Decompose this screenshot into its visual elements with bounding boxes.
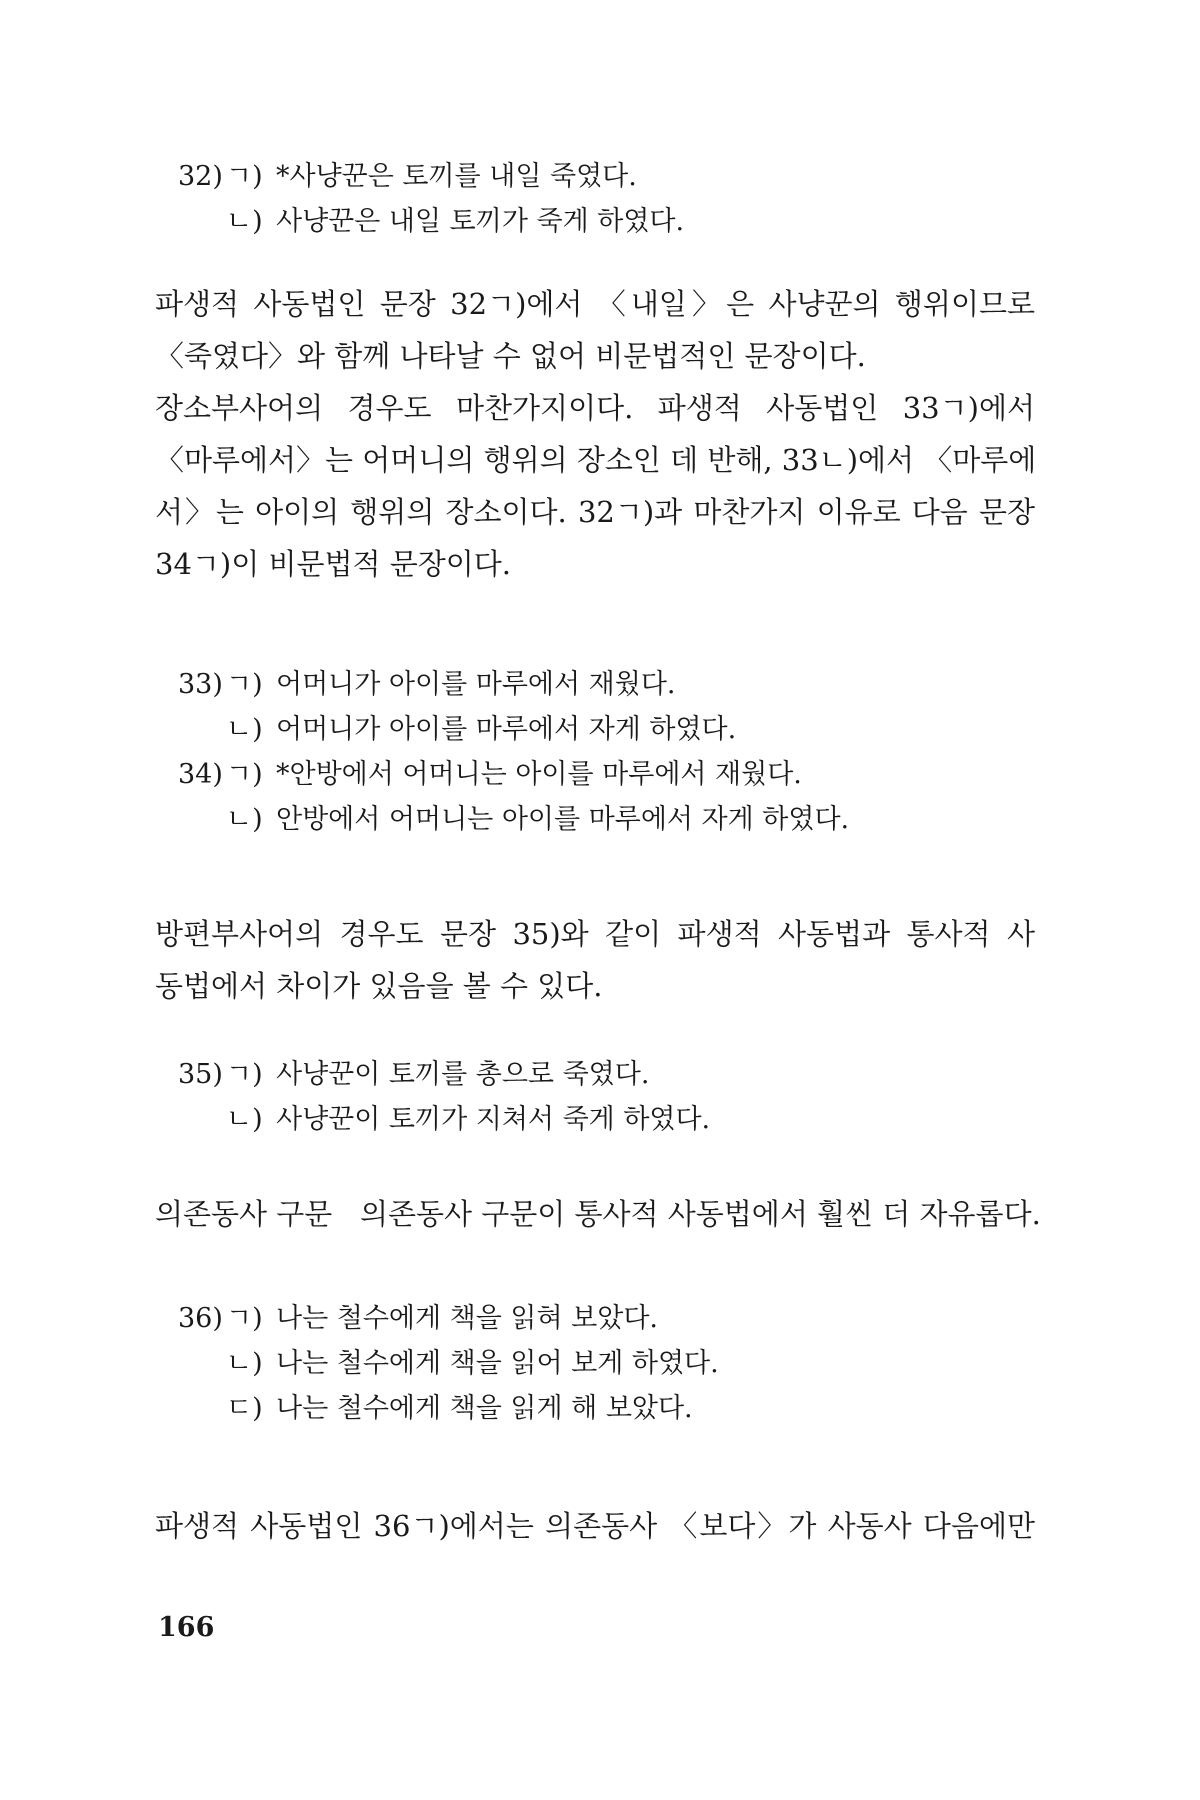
- example-marker: ㄴ): [226, 1348, 263, 1379]
- section-heading: 의존동사 구문: [155, 1197, 333, 1231]
- paragraph-4: [155, 1188, 1041, 1240]
- example-35a: [178, 1058, 649, 1092]
- paragraph-line: [155, 1188, 1041, 1240]
- page-number: 166: [158, 1612, 215, 1643]
- paragraph-1: [155, 278, 1035, 382]
- example-text: *사냥꾼은 토끼를 내일 죽였다.: [276, 161, 637, 192]
- example-number: 32): [178, 161, 223, 192]
- example-text: *안방에서 어머니는 아이를 마루에서 재웠다.: [276, 759, 802, 790]
- example-36a: [178, 1302, 658, 1336]
- example-number: 36): [178, 1303, 223, 1334]
- example-32a: [178, 160, 637, 194]
- example-text: 어머니가 아이를 마루에서 자게 하였다.: [276, 714, 737, 745]
- paragraph-line: 서〉는 아이의 행위의 장소이다. 32ㄱ)과 마찬가지 이유로 다음 문장: [155, 495, 1035, 529]
- example-33b: [226, 713, 736, 747]
- example-35b: [226, 1103, 710, 1137]
- example-text: 사냥꾼이 토끼가 지쳐서 죽게 하였다.: [276, 1104, 711, 1135]
- example-marker: ㄴ): [226, 714, 263, 745]
- example-text: 사냥꾼은 내일 토끼가 죽게 하였다.: [276, 206, 685, 237]
- example-number: 35): [178, 1059, 223, 1090]
- example-33a: [178, 668, 675, 702]
- paragraph-text: 의존동사 구문이 통사적 사동법에서 훨씬 더 자유롭다.: [359, 1197, 1041, 1231]
- example-marker: ㄱ): [226, 161, 263, 192]
- example-text: 사냥꾼이 토끼를 총으로 죽였다.: [276, 1059, 650, 1090]
- paragraph-line: 동법에서 차이가 있음을 볼 수 있다.: [155, 969, 603, 1003]
- example-marker: ㄴ): [226, 804, 263, 835]
- example-text: 안방에서 어머니는 아이를 마루에서 자게 하였다.: [276, 804, 850, 835]
- paragraph-line: 파생적 사동법인 문장 32ㄱ)에서 〈내일〉은 사냥꾼의 행위이므로: [155, 287, 1035, 321]
- paragraph-line: 34ㄱ)이 비문법적 문장이다.: [155, 547, 512, 581]
- paragraph-2: [155, 382, 1035, 590]
- paragraph-line: 파생적 사동법인 36ㄱ)에서는 의존동사 〈보다〉가 사동사 다음에만: [155, 1509, 1035, 1543]
- example-36b: [226, 1347, 719, 1381]
- example-34a: [178, 758, 802, 792]
- example-text: 나는 철수에게 책을 읽혀 보았다.: [276, 1303, 658, 1334]
- example-number: 33): [178, 669, 223, 700]
- example-marker: ㄱ): [226, 1303, 263, 1334]
- example-number: 34): [178, 759, 223, 790]
- paragraph-3: [155, 908, 1035, 1012]
- paragraph-line: 장소부사어의 경우도 마찬가지이다. 파생적 사동법인 33ㄱ)에서: [155, 391, 1035, 425]
- example-36c: [226, 1392, 693, 1426]
- example-text: 나는 철수에게 책을 읽어 보게 하였다.: [276, 1348, 719, 1379]
- example-marker: ㄴ): [226, 206, 263, 237]
- paragraph-line: 방편부사어의 경우도 문장 35)와 같이 파생적 사동법과 통사적 사: [155, 917, 1035, 951]
- paragraph-line: 〈마루에서〉는 어머니의 행위의 장소인 데 반해, 33ㄴ)에서 〈마루에: [155, 443, 1037, 477]
- example-marker: ㄷ): [226, 1393, 263, 1424]
- example-32b: [226, 205, 684, 239]
- example-text: 어머니가 아이를 마루에서 재웠다.: [276, 669, 676, 700]
- paragraph-5: [155, 1500, 1035, 1552]
- example-marker: ㄱ): [226, 1059, 263, 1090]
- example-marker: ㄱ): [226, 759, 263, 790]
- paragraph-line: 〈죽였다〉와 함께 나타날 수 없어 비문법적인 문장이다.: [155, 339, 866, 373]
- example-34b: [226, 803, 849, 837]
- example-marker: ㄴ): [226, 1104, 263, 1135]
- example-text: 나는 철수에게 책을 읽게 해 보았다.: [276, 1393, 693, 1424]
- example-marker: ㄱ): [226, 669, 263, 700]
